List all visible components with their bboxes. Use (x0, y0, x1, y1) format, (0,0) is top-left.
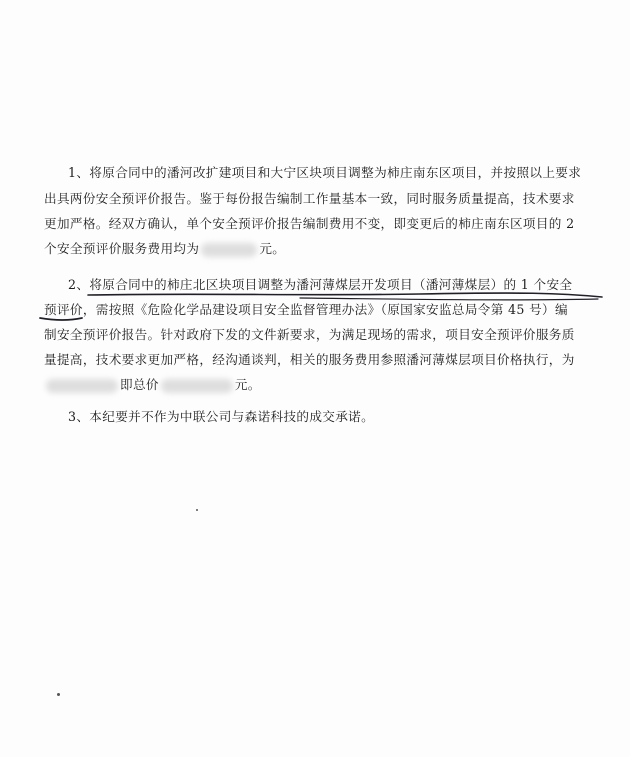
redacted-amount (46, 379, 118, 393)
item2-line3: 制安全预评价报告。针对政府下发的文件新要求，为满足现场的需求，项目安全预评价服务质 (44, 327, 575, 342)
item2-line5-suffix: 元。 (234, 377, 261, 392)
redacted-amount (161, 379, 233, 393)
item2-line2-rest: ，需按照《危险化学品建设项目安全监督管理办法》（原国家安监总局令第 45 号）编 (82, 302, 568, 317)
item1-line3: 更加严格。经双方确认，单个安全预评价报告编制费用不变，即变更后的柿庄南东区项目的 2 (44, 216, 575, 231)
item1-line4-prefix: 个安全预评价服务费用均为 (44, 241, 200, 256)
item2-line1 (68, 276, 572, 294)
item2-line2 (44, 301, 568, 319)
item1-line1: 1、将原合同中的潘河改扩建项目和大宁区块项目调整为柿庄南东区项目，并按照以上要求 (68, 165, 582, 180)
item3-line1: 3、本纪要并不作为中联公司与森诺科技的成交承诺。 (68, 409, 375, 424)
item2-line4: 量提高，技术要求更加严格，经沟通谈判，相关的服务费用参照潘河薄煤层项目价格执行，为 (44, 352, 575, 367)
scan-speck (57, 693, 60, 696)
item2-line5 (44, 376, 261, 394)
item1-line4-suffix: 元。 (259, 241, 286, 256)
redacted-amount (201, 243, 257, 257)
item1-line2: 出具两份安全预评价报告。鉴于每份报告编制工作量基本一致，同时服务质量提高，技术要求 (44, 191, 575, 206)
scan-speck (196, 509, 198, 511)
item2-line5-middle: 即总价 (120, 377, 159, 392)
item2-line1-prefix: 2、 (68, 277, 90, 292)
item2-line1-underlined: 将原合同中的柿庄北区块项目调整为潘河薄煤层开发项目（潘河薄煤层）的 1 个安全 (89, 277, 573, 292)
item1-line4 (44, 240, 285, 258)
item2-line2-underlined: 预评价 (44, 302, 83, 317)
